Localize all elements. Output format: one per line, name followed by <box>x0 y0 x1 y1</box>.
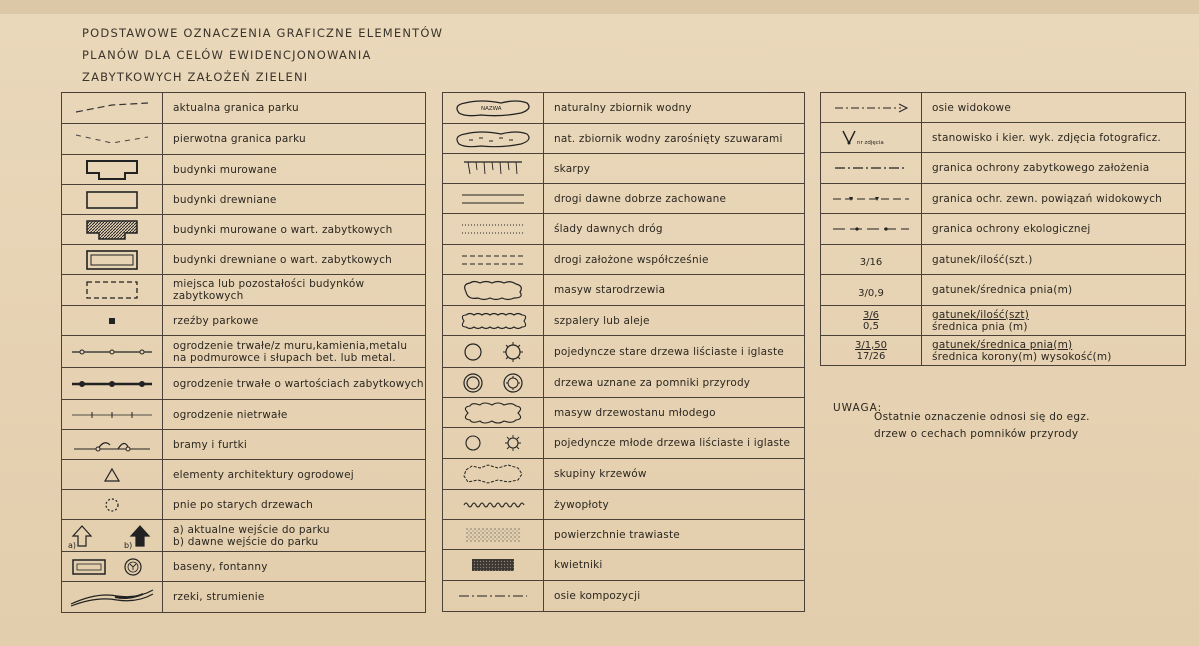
legend-row <box>821 336 1186 366</box>
gate-icon <box>70 435 154 455</box>
legend-row <box>443 336 805 368</box>
title-line-3: ZABYTKOWYCH ZAŁOŻEŃ ZIELENI <box>82 70 309 84</box>
species-diameter-symbol: 3/0,9 <box>858 287 884 299</box>
legend-row <box>62 245 426 275</box>
legend-row <box>443 398 805 428</box>
river-icon <box>67 586 157 608</box>
entrance-arrows-icon <box>64 522 160 550</box>
legend-row <box>62 552 426 582</box>
legend-label: skarpy <box>554 162 591 175</box>
legend-label: granica ochrony zabytkowego założenia <box>932 162 1150 174</box>
view-protection-line-icon <box>829 193 913 205</box>
legend-label: drzewa uznane za pomniki przyrody <box>554 376 751 389</box>
masonry-building-icon <box>77 159 147 181</box>
legend-row <box>443 581 805 612</box>
legend-row <box>62 336 426 368</box>
young-tree-mass-icon <box>458 401 528 425</box>
legend-row <box>443 154 805 184</box>
legend-label: bramy i furtki <box>173 438 248 451</box>
old-road-icon <box>458 192 528 206</box>
fraction-bottom: 0,5 <box>863 320 879 332</box>
hatched-building-icon <box>77 219 147 241</box>
heritage-protection-line-icon <box>831 163 911 173</box>
legend-row <box>443 550 805 581</box>
legend-row <box>443 459 805 490</box>
fraction-top: 3/1,50 <box>855 339 887 351</box>
legend-label: pnie po starych drzewach <box>173 498 313 511</box>
legend-label: osie kompozycji <box>554 590 641 602</box>
sculpture-icon <box>102 311 122 331</box>
legend-label: budynki drewniane <box>173 193 277 206</box>
legend-label: pierwotna granica parku <box>173 133 306 145</box>
legend-row <box>62 215 426 245</box>
legend-label: a) aktualne wejście do parku <box>173 523 330 536</box>
temporary-fence-icon <box>70 409 154 421</box>
legend-label: gatunek/średnica pnia(m) <box>932 284 1073 296</box>
legend-row <box>443 184 805 214</box>
legend-row <box>821 153 1186 184</box>
legend-label: masyw starodrzewia <box>554 284 666 296</box>
legend-row <box>821 306 1186 336</box>
legend-row <box>443 306 805 336</box>
dashed-boundary-icon <box>72 100 152 116</box>
legend-row <box>62 93 426 124</box>
legend-label: ogrodzenie trwałe/z muru,kamienia,metalu <box>173 339 408 352</box>
legend-row <box>821 93 1186 123</box>
title-line-2: PLANÓW DLA CELÓW EWIDENCJONOWANIA <box>82 48 372 62</box>
legend-row <box>821 275 1186 306</box>
modern-road-icon <box>458 253 528 267</box>
legend-label: gatunek/ilość(szt.) <box>932 253 1033 266</box>
legend-row <box>443 93 805 124</box>
legend-row <box>443 520 805 550</box>
legend-label: budynki murowane o wart. zabytkowych <box>173 223 393 236</box>
legend-label: elementy architektury ogrodowej <box>173 468 354 481</box>
legend-label: granica ochrony ekologicznej <box>932 223 1091 235</box>
fraction-top: 3/6 <box>862 309 880 321</box>
legend-label: budynki murowane <box>173 163 277 176</box>
view-axis-icon <box>831 102 911 114</box>
legend-row <box>62 520 426 552</box>
legend-row <box>821 123 1186 153</box>
species-count-symbol: 3/16 <box>859 257 883 268</box>
legend-label: żywopłoty <box>554 498 609 511</box>
paper-top-edge <box>0 0 1199 14</box>
legend-row <box>62 460 426 490</box>
flowerbed-icon <box>458 554 528 576</box>
dotted-circle-icon <box>102 495 122 515</box>
legend-label: skupiny krzewów <box>554 468 647 480</box>
entrance-a-tag: a) <box>68 540 77 550</box>
legend-row <box>821 245 1186 275</box>
legend-label: ogrodzenie nietrwałe <box>173 408 288 421</box>
note-heading: UWAGA: <box>833 402 883 414</box>
legend-row <box>443 368 805 398</box>
grass-icon <box>458 524 528 546</box>
slope-icon <box>458 158 528 180</box>
legend-row <box>443 275 805 306</box>
legend-label: ogrodzenie trwałe o wartościach zabytkowych <box>173 377 424 390</box>
legend-label: osie widokowe <box>932 101 1011 114</box>
legend-row <box>443 428 805 459</box>
legend-row <box>62 275 426 306</box>
legend-label: kwietniki <box>554 559 603 571</box>
fraction-bottom: 17/26 <box>856 350 886 362</box>
pool-fountain-icon <box>67 556 157 578</box>
legend-row <box>821 214 1186 245</box>
legend-label: szpalery lub aleje <box>554 314 650 327</box>
pond-icon <box>451 97 535 119</box>
legend-row <box>62 582 426 613</box>
wooden-building-icon <box>77 189 147 211</box>
legend-label: stanowisko i kier. wyk. zdjęcia fotograficz. <box>932 131 1161 144</box>
double-outline-building-icon <box>77 249 147 271</box>
historic-fence-icon <box>70 378 154 390</box>
hedge-icon <box>458 499 528 511</box>
legend-label: rzeki, strumienie <box>173 591 265 603</box>
legend-label-cont: średnica pnia (m) <box>932 320 1028 333</box>
legend-row <box>443 490 805 520</box>
pond-name-text: NAZWA <box>481 106 502 112</box>
original-boundary-icon <box>72 131 152 147</box>
monument-trees-icon <box>453 371 533 395</box>
legend-label: drogi założone współcześnie <box>554 253 709 266</box>
young-single-trees-icon <box>453 431 533 455</box>
shrubs-icon <box>458 462 528 486</box>
legend-label: rzeźby parkowe <box>173 314 259 327</box>
legend-row <box>443 124 805 154</box>
photo-point-icon <box>829 127 913 149</box>
old-single-trees-icon <box>453 340 533 364</box>
legend-row <box>62 124 426 155</box>
legend-row <box>62 306 426 336</box>
legend-label-cont: b) dawne wejście do parku <box>173 535 319 548</box>
legend-label: pojedyncze młode drzewa liściaste i iglaste <box>554 437 791 449</box>
legend-label: budynki drewniane o wart. zabytkowych <box>173 253 393 266</box>
road-traces-icon <box>458 222 528 236</box>
legend-row <box>443 245 805 275</box>
legend-label: aktualna granica parku <box>173 102 299 114</box>
legend-table-right <box>820 92 1186 366</box>
legend-label-cont: zabytkowych <box>173 290 244 302</box>
legend-row <box>62 155 426 185</box>
legend-table-middle <box>442 92 805 612</box>
title-line-1: PODSTAWOWE OZNACZENIA GRAFICZNE ELEMENTÓW <box>82 26 444 40</box>
legend-label: masyw drzewostanu młodego <box>554 406 716 419</box>
entrance-b-tag: b) <box>124 540 133 550</box>
legend-row <box>62 400 426 430</box>
legend-label: granica ochr. zewn. powiązań widokowych <box>932 192 1163 205</box>
note-line-2: drzew o cechach pomników przyrody <box>874 428 1079 440</box>
ecological-protection-line-icon <box>829 224 913 234</box>
legend-label: gatunek/ilość(szt) <box>932 308 1029 321</box>
legend-label-cont: średnica korony(m) wysokość(m) <box>932 350 1112 363</box>
legend-row <box>821 184 1186 214</box>
composition-axis-icon <box>455 591 531 601</box>
legend-label: naturalny zbiornik wodny <box>554 102 692 114</box>
legend-label: gatunek/średnica pnia(m) <box>932 338 1073 351</box>
triangle-icon <box>102 466 122 484</box>
photo-number-text: nr zdjęcia <box>857 139 884 146</box>
legend-label: drogi dawne dobrze zachowane <box>554 192 727 205</box>
fence-icon <box>70 346 154 358</box>
alley-icon <box>456 312 530 330</box>
legend-label: powierzchnie trawiaste <box>554 528 680 541</box>
legend-row <box>62 368 426 400</box>
legend-label-cont: na podmurowce i słupach bet. lub metal. <box>173 351 396 364</box>
legend-label: nat. zbiornik wodny zarośnięty szuwarami <box>554 132 783 145</box>
legend-row <box>443 214 805 245</box>
legend-label: pojedyncze stare drzewa liściaste i iglaste <box>554 345 784 358</box>
legend-label: ślady dawnych dróg <box>554 223 663 235</box>
legend-table-left <box>61 92 426 613</box>
legend-row <box>62 430 426 460</box>
legend-label: miejsca lub pozostałości budynków <box>173 278 365 290</box>
old-tree-mass-icon <box>458 278 528 302</box>
overgrown-pond-icon <box>451 128 535 150</box>
legend-row <box>62 490 426 520</box>
note-line-1: Ostatnie oznaczenie odnosi się do egz. <box>874 411 1090 423</box>
legend-row <box>62 185 426 215</box>
legend-label: baseny, fontanny <box>173 560 268 573</box>
dashed-building-icon <box>77 279 147 301</box>
